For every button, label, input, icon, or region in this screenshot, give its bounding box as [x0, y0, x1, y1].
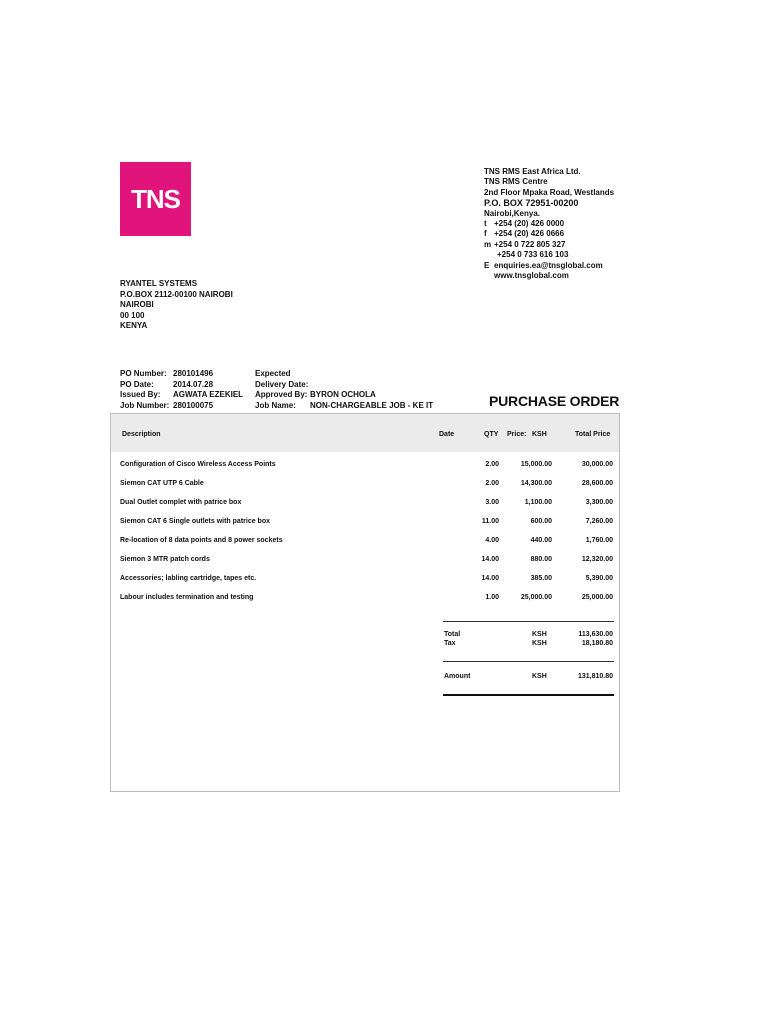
meta-left-values — [173, 369, 243, 411]
summary-currencies — [532, 630, 547, 648]
header-price: Price: — [507, 431, 527, 438]
tax-value: 18,180.80 — [581, 640, 613, 647]
delivery-date-label: Delivery Date: — [255, 379, 309, 389]
company-address-block — [484, 167, 614, 281]
approved-by-label: Approved By: — [255, 390, 308, 399]
expected-label: Expected — [255, 369, 291, 378]
row-price: 25,000.00 — [520, 594, 552, 601]
mobile-label: m — [484, 239, 492, 249]
company-email[interactable] — [484, 261, 614, 271]
recipient-city: NAIROBI — [120, 300, 154, 310]
row-price: 14,300.00 — [520, 480, 552, 487]
job-number-label: Job Number: — [120, 400, 170, 410]
amount-value: 131,810.80 — [577, 673, 613, 680]
total-label: Total — [444, 631, 461, 638]
logo-text: TNS — [131, 183, 180, 214]
company-mobile-2: +254 0 733 616 103 — [497, 250, 569, 260]
job-name-label: Job Name: — [255, 400, 296, 410]
issued-by-value: AGWATA EZEKIEL — [173, 390, 244, 399]
row-total: 30,000.00 — [581, 461, 613, 468]
recipient-country: KENYA — [120, 321, 148, 331]
tax-currency: KSH — [532, 640, 547, 647]
summary-divider-mid — [443, 661, 614, 662]
recipient-name: RYANTEL SYSTEMS — [120, 279, 198, 288]
row-price: 440.00 — [530, 537, 552, 544]
issued-by-label: Issued By: — [120, 390, 161, 399]
row-total: 12,320.00 — [581, 556, 613, 563]
fax-label: f — [484, 229, 487, 239]
email-label: E — [484, 260, 490, 270]
summary-values — [553, 630, 613, 648]
recipient-address-block — [120, 279, 233, 332]
company-mobile — [484, 240, 614, 250]
meta-left-labels — [120, 369, 169, 411]
meta-right-labels — [255, 369, 308, 411]
summary-divider-top — [443, 621, 614, 622]
row-price: 880.00 — [530, 556, 552, 563]
company-fax — [484, 229, 614, 239]
tel-value: +254 (20) 426 0000 — [494, 219, 565, 229]
row-qty: 2.00 — [485, 480, 499, 487]
row-price: 385.00 — [530, 575, 552, 582]
line-items-table — [110, 413, 620, 792]
row-qty: 1.00 — [485, 594, 499, 601]
row-description: Siemon CAT 6 Single outlets with patrice box — [120, 518, 271, 525]
row-total: 3,300.00 — [585, 499, 613, 506]
row-description: Labour includes termination and testing — [120, 594, 254, 601]
tel-label: t — [484, 219, 487, 229]
row-description: Configuration of Cisco Wireless Access Points — [120, 461, 276, 468]
meta-right-values — [310, 390, 433, 411]
header-currency: KSH — [532, 431, 547, 438]
row-description: Siemon CAT UTP 6 Cable — [120, 480, 204, 487]
po-date-value: 2014.07.28 — [173, 379, 214, 389]
total-currency: KSH — [532, 631, 547, 638]
row-price: 600.00 — [530, 518, 552, 525]
row-total: 25,000.00 — [581, 594, 613, 601]
row-qty: 14.00 — [481, 556, 499, 563]
company-website[interactable]: www.tnsglobal.com — [494, 271, 569, 281]
recipient-postcode: 00 100 — [120, 310, 145, 320]
email-value[interactable]: enquiries.ea@tnsglobal.com — [494, 260, 603, 270]
row-total: 28,600.00 — [581, 480, 613, 487]
row-description: Accessories; labling cartridge, tapes etc. — [120, 575, 257, 582]
header-description: Description — [122, 431, 161, 438]
row-qty: 2.00 — [485, 461, 499, 468]
row-description: Re-location of 8 data points and 8 power sockets — [120, 537, 283, 544]
amount-currency: KSH — [532, 673, 547, 680]
po-number-value: 280101496 — [173, 369, 214, 378]
total-value: 113,630.00 — [578, 631, 613, 638]
row-price: 15,000.00 — [520, 461, 552, 468]
row-total: 7,260.00 — [585, 518, 613, 525]
amount-label: Amount — [444, 673, 471, 680]
company-address: 2nd Floor Mpaka Road, Westlands — [484, 187, 615, 197]
row-total: 5,390.00 — [585, 575, 613, 582]
summary-labels — [444, 630, 460, 648]
row-total: 1,760.00 — [585, 537, 613, 544]
recipient-pobox: P.O.BOX 2112-00100 NAIROBI — [120, 289, 233, 299]
document-title: PURCHASE ORDER — [489, 393, 620, 409]
company-pobox: P.O. BOX 72951-00200 — [484, 198, 579, 209]
company-name: TNS RMS East Africa Ltd. — [484, 167, 581, 176]
row-qty: 4.00 — [485, 537, 499, 544]
row-price: 1,100.00 — [524, 499, 552, 506]
tax-label: Tax — [444, 640, 456, 647]
approved-by-value: BYRON OCHOLA — [310, 390, 376, 399]
header-date: Date — [439, 431, 455, 438]
po-number-label: PO Number: — [120, 369, 167, 378]
header-qty: QTY — [484, 431, 499, 438]
summary-divider-bottom — [443, 694, 614, 696]
tns-logo — [120, 162, 191, 236]
header-total: Total Price — [575, 431, 611, 438]
row-qty: 3.00 — [485, 499, 499, 506]
po-date-label: PO Date: — [120, 379, 154, 389]
row-qty: 11.00 — [481, 518, 499, 525]
row-qty: 14.00 — [481, 575, 499, 582]
job-number-value: 280100075 — [173, 400, 214, 410]
job-name-value: NON-CHARGEABLE JOB - KE IT — [310, 400, 434, 410]
row-description: Siemon 3 MTR patch cords — [120, 556, 210, 563]
mobile-value-1: +254 0 722 805 327 — [494, 239, 566, 249]
company-city: Nairobi,Kenya. — [484, 208, 541, 218]
company-tel — [484, 219, 614, 229]
row-description: Dual Outlet complet with patrice box — [120, 499, 242, 506]
fax-value: +254 (20) 426 0666 — [494, 229, 565, 239]
company-centre: TNS RMS Centre — [484, 177, 548, 187]
